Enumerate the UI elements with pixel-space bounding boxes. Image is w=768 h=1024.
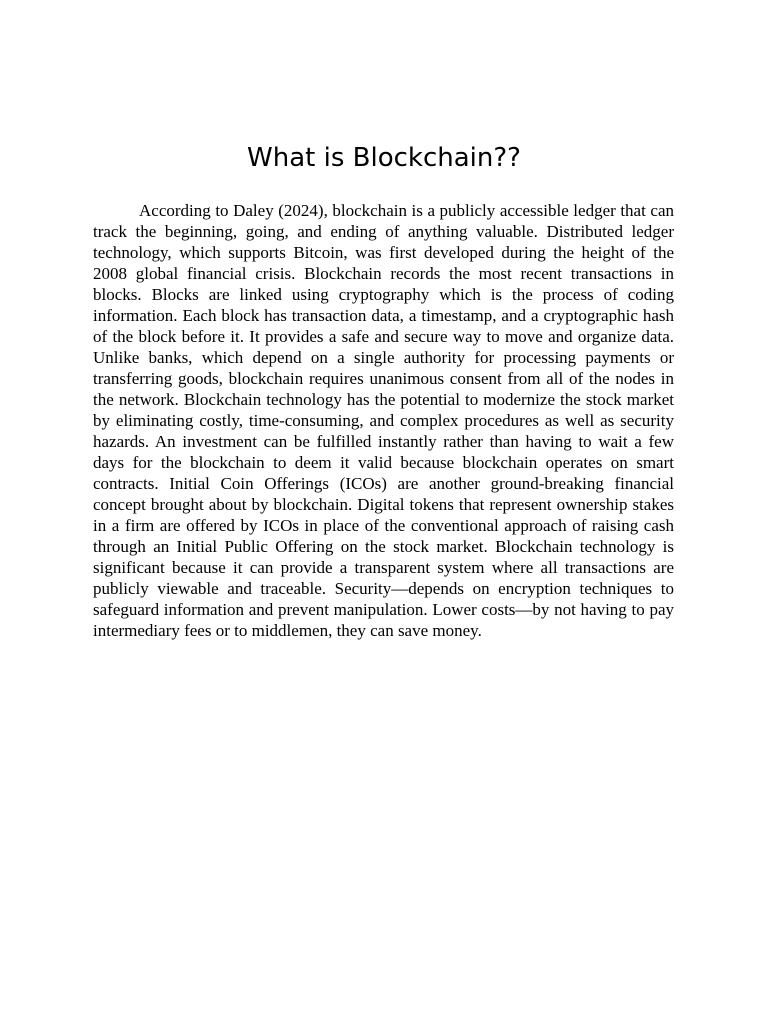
page-title: What is Blockchain?? bbox=[247, 143, 521, 173]
body-paragraph: According to Daley (2024), blockchain is a publicly accessible ledger that can track the beginning, going, and ending of anything valuable. Distributed ledger technology, which supports Bitcoin, was first developed during the height of the 2008 global financial crisis. Blockchain records the most recent transactions in blocks. Blocks are linked using cryptography which is the process of coding information. Each block has transaction data, a timestamp, and a cryptographic hash of the block before it. It provides a safe and secure way to move and organize data. Unlike banks, which depend on a single authority for processing payments or transferring goods, blockchain requires unanimous consent from all of the nodes in the network. Blockchain technology has the potential to modernize the stock market by eliminating costly, time-consuming, and complex procedures as well as security hazards. An investment can be fulfilled instantly rather than having to wait a few days for the blockchain to deem it valid because blockchain operates on smart contracts. Initial Coin Offerings (ICOs) are another ground-breaking financial concept brought about by blockchain. Digital tokens that represent ownership stakes in a firm are offered by ICOs in place of the conventional approach of raising cash through an Initial Public Offering on the stock market. Blockchain technology is significant because it can provide a transparent system where all transactions are publicly viewable and traceable. Security—depends on encryption techniques to safeguard information and prevent manipulation. Lower costs—by not having to pay intermediary fees or to middlemen, they can save money. bbox=[93, 201, 674, 640]
